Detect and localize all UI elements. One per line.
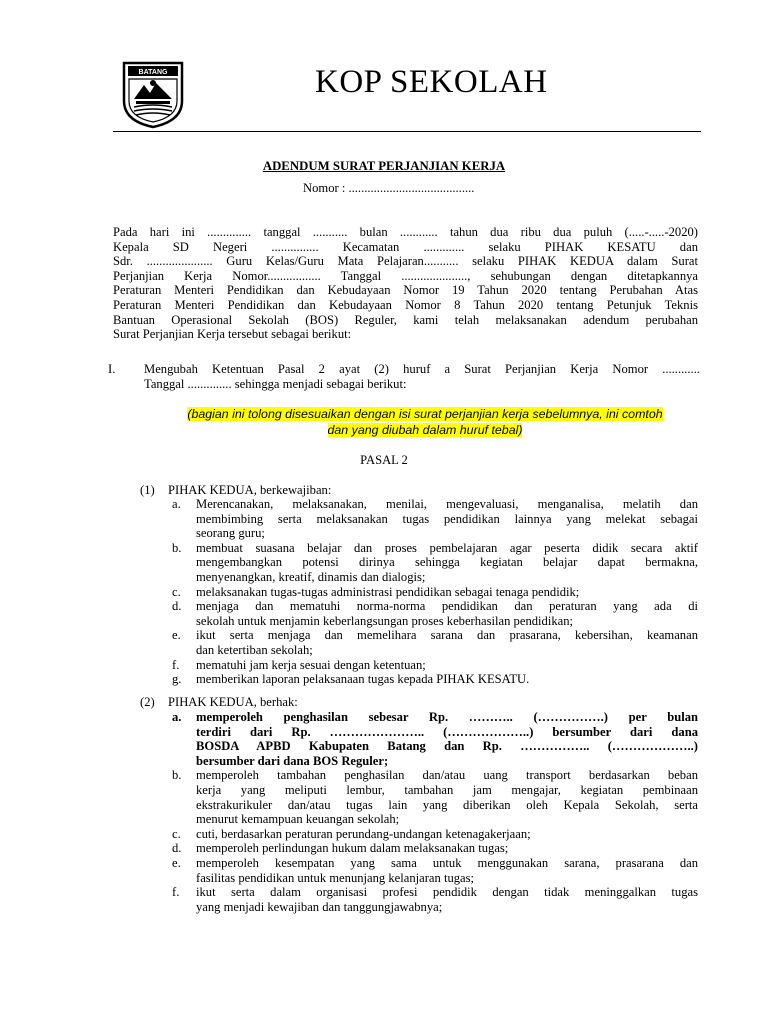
obligations-list: [172, 497, 698, 687]
intro-line: Peraturan Menteri Pendidikan dan Kebudayaan Nomor 8 Tahun 2020 tentang Petunjuk Teknis: [113, 297, 698, 312]
item-line: mematuhi jam kerja sesuai dengan ketentuan;: [196, 657, 426, 672]
item-line: memperoleh kesempatan yang sama untuk menggunakan sarana, prasarana dan: [196, 855, 698, 870]
item-marker: c.: [172, 826, 181, 841]
item-line: Merencanakan, melaksanakan, menilai, mengevaluasi, menganalisa, melatih dan: [196, 497, 698, 511]
item-line: menyenangkan, kreatif, dinamis dan dialogis;: [196, 569, 426, 584]
item-marker: a.: [172, 497, 181, 511]
intro-line: Pada hari ini .............. tanggal ........... bulan ............ tahun dua ribu dua puluh (.....-.....-2020): [113, 225, 698, 239]
intro-line: Surat Perjanjian Kerja tersebut sebagai berikut:: [113, 327, 352, 342]
item-line: menurut kemampuan keuangan sekolah;: [196, 812, 400, 827]
obligations-number: (1): [140, 483, 155, 497]
intro-paragraph: [113, 225, 698, 342]
item-line: terdiri dari Rp. ………………….. (………………..) bersumber dari dana: [196, 724, 698, 739]
item-line: cuti, berdasarkan peraturan perundang-undangan ketenagakerjaan;: [196, 826, 531, 841]
item-marker: f.: [172, 657, 180, 672]
item-marker: d.: [172, 599, 182, 614]
list-item: [172, 599, 698, 628]
obligations-heading-text: PIHAK KEDUA, berkewajiban:: [168, 483, 332, 497]
item-line: BOSDA APBD Kabupaten Batang dan Rp. …………….. (………………..): [196, 739, 698, 754]
item-line: yang menjadi kewajiban dan tanggungjawabnya;: [196, 899, 443, 914]
item-line: membuat suasana belajar dan proses pembelajaran agar peserta didik secara aktif: [196, 540, 698, 555]
item-marker: e.: [172, 628, 181, 643]
item-line: mengembangkan potensi dirinya sehingga kegiatan belajar dapat bermakna,: [196, 555, 698, 570]
highlighted-note: [140, 406, 710, 438]
item-line: ekstrakurikuler dan/atau tugas lain yang diberikan oleh Kepala Sekolah, serta: [196, 797, 698, 812]
item-line: kerja yang meliputi lembur, tambahan jam mengajar, kegiatan pembinaan: [196, 782, 698, 797]
item-line: membimbing serta melaksanakan tugas pendidikan lainnya yang melekat sebagai: [196, 511, 698, 526]
rights-number: (2): [140, 695, 155, 709]
item-line: ikut serta dalam organisasi profesi pendidik dengan tidak meninggalkan tugas: [196, 885, 698, 900]
list-item: [172, 885, 698, 914]
intro-line: Kepala SD Negeri ............... Kecamatan ............. selaku PIHAK KESATU dan: [113, 239, 698, 254]
list-item: [172, 585, 698, 600]
item-line: memperoleh penghasilan sebesar Rp. ……….. (…………….) per bulan: [196, 710, 698, 724]
item-marker: a.: [172, 710, 182, 724]
item-line: sekolah untuk menjamin keberlangsungan proses keberhasilan pendidikan;: [196, 613, 574, 628]
note-line: (bagian ini tolong disesuaikan dengan isi surat perjanjian kerja sebelumnya, ini comtoh: [187, 407, 663, 421]
item-marker: d.: [172, 841, 182, 856]
item-line: melaksanakan tugas-tugas administrasi pendidikan sebagai tenaga pendidik;: [196, 584, 580, 599]
section-line: Mengubah Ketentuan Pasal 2 ayat (2) huruf a Surat Perjanjian Kerja Nomor ............: [144, 362, 700, 376]
section-number: I.: [108, 362, 116, 376]
intro-line: Peraturan Menteri Pendidikan dan Kebudayaan Nomor 19 Tahun 2020 tentang Perubahan Atas: [113, 283, 698, 298]
letterhead-rule: [113, 131, 701, 132]
intro-line: Bantuan Operasional Sekolah (BOS) Reguler, kami telah melaksanakan adendum perubahan: [113, 312, 698, 327]
list-item: [172, 541, 698, 585]
document-title: ADENDUM SURAT PERJANJIAN KERJA: [262, 159, 506, 173]
document-number: Nomor : ........................................: [303, 181, 475, 195]
list-item: [172, 628, 698, 657]
obligations-heading: [140, 483, 331, 498]
item-line: bersumber dari dana BOS Reguler;: [196, 753, 389, 768]
item-line: ikut serta menjaga dan memelihara sarana dan prasarana, kebersihan, keamanan: [196, 628, 698, 643]
letterhead-title: KOP SEKOLAH: [315, 64, 548, 100]
item-marker: e.: [172, 855, 181, 870]
note-line: dan yang diubah dalam huruf tebal): [327, 423, 523, 437]
list-item: [172, 841, 698, 856]
list-item: [172, 672, 698, 687]
section-line: Tanggal .............. sehingga menjadi sebagai berikut:: [144, 377, 407, 391]
list-item: [172, 768, 698, 826]
list-item-bold: [172, 710, 698, 768]
list-item: [172, 658, 698, 673]
rights-list: [172, 710, 698, 914]
batang-regency-emblem-icon: [122, 61, 184, 129]
item-marker: c.: [172, 584, 181, 599]
item-marker: b.: [172, 540, 182, 555]
list-item: [172, 856, 698, 885]
item-line: memperoleh perlindungan hukum dalam melaksanakan tugas;: [196, 841, 509, 856]
item-marker: f.: [172, 885, 180, 900]
item-line: fasilitas pendidikan untuk menunjang kelanjaran tugas;: [196, 870, 475, 885]
article-heading: PASAL 2: [360, 453, 408, 467]
item-line: memberikan laporan pelaksanaan tugas kepada PIHAK KESATU.: [196, 672, 530, 687]
section-text: [144, 362, 700, 392]
intro-line: Perjanjian Kerja Nomor................. Tanggal ....................., sehubungan dengan ditetapkannya: [113, 268, 698, 283]
intro-line: Sdr. ..................... Guru Kelas/Guru Mata Pelajaran........... selaku PIHAK KEDUA dalam Surat: [113, 254, 698, 269]
item-line: menjaga dan mematuhi norma-norma pendidikan dan peraturan yang ada di: [196, 599, 698, 614]
item-line: seorang guru;: [196, 526, 265, 541]
item-line: dan ketertiban sekolah;: [196, 642, 313, 657]
item-marker: b.: [172, 768, 182, 783]
item-marker: g.: [172, 672, 182, 687]
rights-heading: [140, 695, 298, 710]
list-item: [172, 497, 698, 541]
rights-heading-text: PIHAK KEDUA, berhak:: [168, 695, 298, 709]
list-item: [172, 827, 698, 842]
logo-text: BATANG: [138, 69, 168, 76]
item-line: memperoleh tambahan penghasilan dan/atau uang transport berdasarkan beban: [196, 768, 698, 783]
